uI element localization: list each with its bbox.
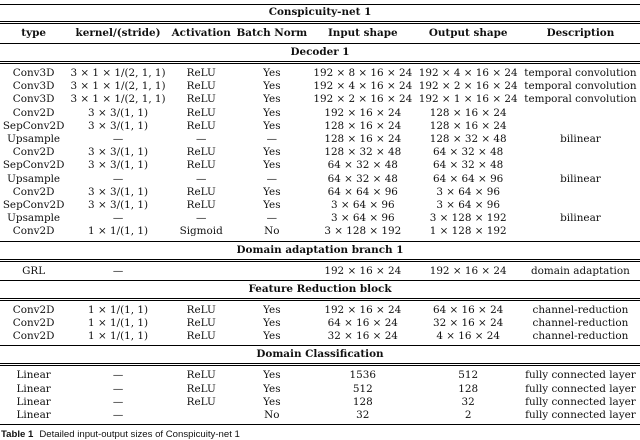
cell-output-shape: 3 × 64 × 96 [436,185,500,198]
cell-input-shape: 64 × 64 × 96 [327,185,398,198]
cell-kernel: 1 × 1/(1, 1) [67,330,169,346]
cell-input-shape: 64 × 32 × 48 [327,172,398,185]
cell-kernel: 1 × 1/(1, 1) [88,303,149,316]
table-row [0,186,640,199]
cell-batch-norm: Yes [263,93,281,106]
cell-type: Linear [16,382,51,395]
cell-activation: ReLU [186,395,216,408]
cell-input-shape: 128 × 16 × 24 [324,119,402,132]
table-row [0,317,640,330]
table-title: Conspicuity-net 1 [0,5,640,23]
cell-batch-norm: No [234,225,311,241]
cell-batch-norm: — [266,133,277,146]
section-title: Decoder 1 [0,44,640,63]
cell-type: Conv2D [12,146,55,159]
column-header-output-shape: Output shape [415,23,520,44]
caption-label: Table 1 [1,429,34,440]
section-header [0,241,640,260]
cell-batch-norm: Yes [263,159,281,172]
cell-type: Linear [16,369,51,382]
cell-input-shape: 3 × 64 × 96 [330,212,395,225]
cell-description: channel-reduction [521,330,640,346]
section-header [0,346,640,365]
table-row [0,365,640,383]
cell-kernel: 3 × 3/(1, 1) [88,199,149,212]
table-row [0,133,640,146]
cell-batch-norm: Yes [263,303,281,316]
cell-output-shape: 192 × 1 × 16 × 24 [418,93,518,106]
table-row [0,212,640,225]
cell-batch-norm: Yes [263,369,281,382]
table-row [0,63,640,81]
cell-type: Conv3D [12,93,55,106]
cell-kernel: — [112,382,124,395]
cell-description [521,107,640,120]
cell-kernel: — [112,369,124,382]
table-row [0,199,640,212]
cell-batch-norm: No [234,409,311,425]
cell-activation: ReLU [186,106,216,119]
cell-output-shape: 512 [458,369,479,382]
cell-activation: ReLU [186,93,216,106]
cell-output-shape: 128 × 16 × 24 [429,106,507,119]
cell-kernel: — [67,260,169,280]
cell-kernel: 3 × 3/(1, 1) [88,185,149,198]
cell-activation: ReLU [186,317,216,330]
column-header-type: type [0,23,67,44]
cell-input-shape: 192 × 4 × 16 × 24 [313,80,413,93]
cell-input-shape: 192 × 16 × 24 [324,303,402,316]
cell-output-shape: 3 × 64 × 96 [436,199,500,212]
cell-input-shape: 192 × 16 × 24 [310,260,415,280]
section-header [0,44,640,63]
cell-type: Conv2D [12,106,55,119]
cell-description: fully connected layer [525,369,636,382]
cell-kernel: 3 × 3/(1, 1) [88,159,149,172]
cell-kernel: — [67,409,169,425]
cell-batch-norm: Yes [234,330,311,346]
cell-type: Conv2D [12,185,55,198]
cell-kernel: 1 × 1/(1, 1) [88,317,149,330]
cell-description: channel-reduction [532,317,629,330]
cell-description [521,120,640,133]
cell-description: temporal convolution [524,67,637,79]
table-row [0,383,640,396]
cell-output-shape: 192 × 4 × 16 × 24 [418,67,518,79]
cell-type: Upsample [7,172,61,185]
table-row [0,173,640,186]
cell-activation: — [195,133,207,146]
column-header-input-shape: Input shape [310,23,415,44]
cell-kernel: — [112,212,124,225]
cell-batch-norm: — [266,172,277,185]
cell-activation [169,260,234,280]
caption-text: Detailed input-output sizes of Conspicuity-net 1 [39,429,240,440]
cell-batch-norm: Yes [263,395,281,408]
cell-type: SepConv2D [2,199,65,212]
cell-output-shape: 64 × 64 × 96 [433,172,504,185]
cell-activation: ReLU [186,382,216,395]
cell-input-shape: 128 × 16 × 24 [324,133,402,146]
cell-output-shape: 128 × 16 × 24 [429,119,507,132]
cell-kernel: 3 × 1 × 1/(2, 1, 1) [70,93,166,106]
cell-activation [169,409,234,425]
cell-description: bilinear [560,133,601,146]
cell-batch-norm [234,260,311,280]
cell-output-shape: 192 × 16 × 24 [415,260,520,280]
cell-batch-norm: Yes [263,146,281,159]
cell-type: Conv3D [12,80,55,93]
cell-description: fully connected layer [521,409,640,425]
cell-activation: ReLU [186,369,216,382]
cell-type: Upsample [7,212,61,225]
cell-kernel: — [112,395,124,408]
cell-kernel: 3 × 3/(1, 1) [88,146,149,159]
cell-type: Conv2D [12,303,55,316]
table-row [0,107,640,120]
table-row [0,330,640,346]
cell-input-shape: 3 × 64 × 96 [330,199,395,212]
cell-type: Linear [0,409,67,425]
table-row [0,120,640,133]
cell-batch-norm: Yes [263,199,281,212]
cell-type: SepConv2D [2,159,65,172]
cell-output-shape: 64 × 32 × 48 [433,159,504,172]
cell-description: fully connected layer [525,382,636,395]
cell-batch-norm: Yes [263,119,281,132]
cell-description: temporal convolution [524,93,637,106]
cell-type: Conv2D [12,317,55,330]
cell-batch-norm: Yes [263,67,281,79]
section-title: Feature Reduction block [0,280,640,299]
cell-type: Conv2D [0,225,67,241]
cell-input-shape: 512 [352,382,373,395]
cell-description [521,159,640,172]
cell-activation: ReLU [186,119,216,132]
section-title: Domain Classification [0,346,640,365]
cell-activation: Sigmoid [169,225,234,241]
cell-batch-norm: — [266,212,277,225]
cell-type: Conv3D [12,67,55,79]
column-header-description: Description [521,23,640,44]
table-row [0,80,640,93]
cell-kernel: 3 × 1 × 1/(2, 1, 1) [70,67,166,79]
cell-output-shape: 128 × 32 × 48 [429,133,507,146]
table-row [0,159,640,172]
column-header-batch-norm: Batch Norm [234,23,311,44]
cell-activation: ReLU [169,330,234,346]
cell-type: Conv2D [0,330,67,346]
cell-input-shape: 192 × 2 × 16 × 24 [313,93,413,106]
cell-input-shape: 32 × 16 × 24 [310,330,415,346]
cell-input-shape: 128 × 32 × 48 [324,146,402,159]
cell-kernel: 3 × 3/(1, 1) [88,119,149,132]
table-row [0,260,640,280]
cell-kernel: 3 × 1 × 1/(2, 1, 1) [70,80,166,93]
cell-type: SepConv2D [2,119,65,132]
cell-description: domain adaptation [521,260,640,280]
cell-activation: — [195,172,207,185]
architecture-table [0,4,640,425]
cell-output-shape: 3 × 128 × 192 [429,212,507,225]
cell-activation: ReLU [186,80,216,93]
cell-activation: ReLU [186,146,216,159]
column-header-activation: Activation [169,23,234,44]
cell-activation: ReLU [186,199,216,212]
cell-kernel: 3 × 3/(1, 1) [88,106,149,119]
cell-input-shape: 192 × 8 × 16 × 24 [313,67,413,79]
cell-output-shape: 192 × 2 × 16 × 24 [418,80,518,93]
cell-type: Upsample [7,133,61,146]
cell-description: fully connected layer [525,395,636,408]
cell-kernel: — [112,172,124,185]
cell-activation: ReLU [186,67,216,79]
cell-output-shape: 1 × 128 × 192 [415,225,520,241]
table-row [0,225,640,241]
cell-activation: — [195,212,207,225]
cell-kernel: 1 × 1/(1, 1) [67,225,169,241]
section-header [0,280,640,299]
cell-activation: ReLU [186,303,216,316]
cell-activation: ReLU [186,185,216,198]
cell-output-shape: 64 × 16 × 24 [433,303,504,316]
table-row [0,299,640,317]
cell-description: bilinear [560,212,601,225]
cell-input-shape: 32 [310,409,415,425]
cell-output-shape: 2 [415,409,520,425]
cell-description [521,186,640,199]
cell-description: temporal convolution [524,80,637,93]
cell-type: GRL [0,260,67,280]
cell-description [521,199,640,212]
cell-input-shape: 3 × 128 × 192 [310,225,415,241]
cell-batch-norm: Yes [263,106,281,119]
cell-description: channel-reduction [532,303,629,316]
cell-description: bilinear [560,172,601,185]
cell-output-shape: 64 × 32 × 48 [433,146,504,159]
header-row [0,23,640,44]
cell-output-shape: 128 [458,382,479,395]
table-row [0,146,640,159]
cell-activation: ReLU [186,159,216,172]
table-caption [0,429,640,440]
cell-type: Linear [16,395,51,408]
cell-description [521,146,640,159]
cell-description [521,225,640,241]
cell-batch-norm: Yes [263,185,281,198]
cell-batch-norm: Yes [263,80,281,93]
cell-kernel: — [112,133,124,146]
cell-output-shape: 4 × 16 × 24 [415,330,520,346]
cell-input-shape: 1536 [349,369,376,382]
cell-input-shape: 192 × 16 × 24 [324,106,402,119]
section-title: Domain adaptation branch 1 [0,241,640,260]
table-row [0,93,640,106]
column-header-kernel: kernel/(stride) [67,23,169,44]
cell-batch-norm: Yes [263,317,281,330]
cell-batch-norm: Yes [263,382,281,395]
table-row [0,409,640,425]
cell-output-shape: 32 [461,395,475,408]
cell-input-shape: 64 × 32 × 48 [327,159,398,172]
cell-output-shape: 32 × 16 × 24 [433,317,504,330]
table-row [0,396,640,409]
cell-input-shape: 64 × 16 × 24 [327,317,398,330]
cell-input-shape: 128 [352,395,373,408]
